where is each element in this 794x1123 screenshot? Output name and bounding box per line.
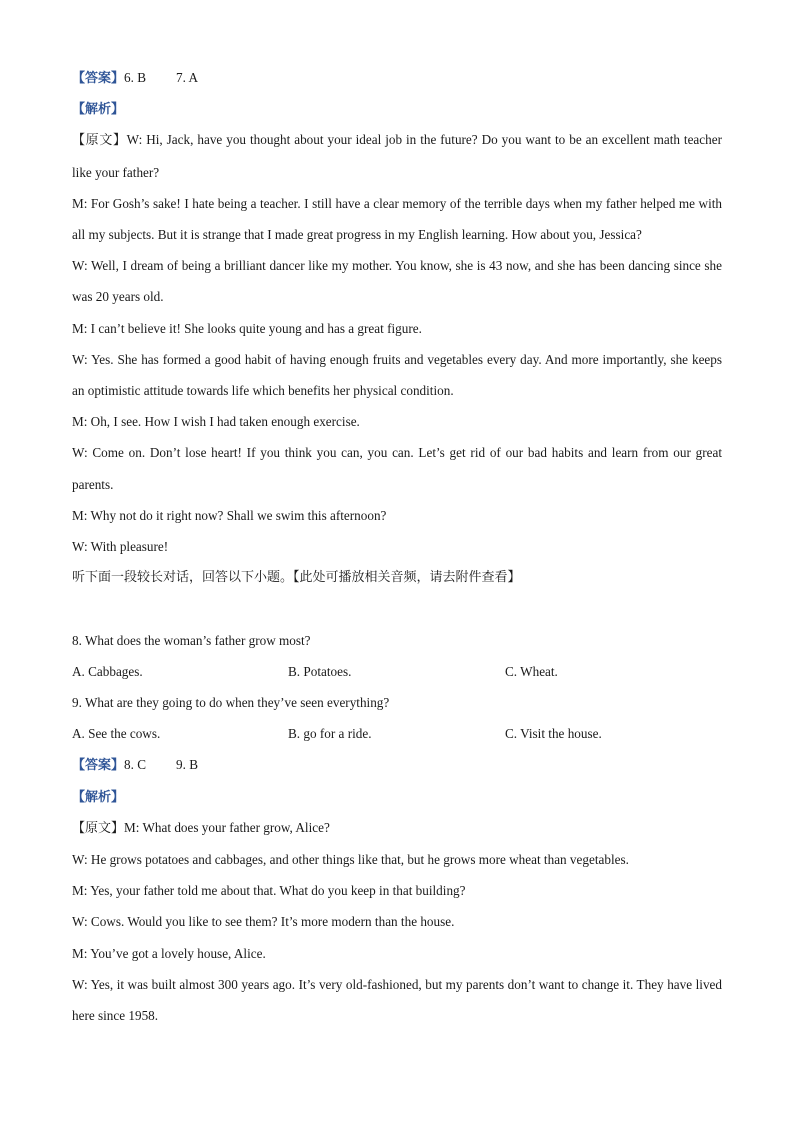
transcript-line: M: You’ve got a lovely house, Alice. xyxy=(72,945,266,961)
transcript-text: M: What does your father grow, Alice? xyxy=(124,819,330,835)
transcript-line: M: For Gosh’s sake! I hate being a teacher. I still have a clear memory of the terrible days when my father helped me with all my subjects. But it is strange that I made great progress in my English learning. How about you, Jessica? xyxy=(72,195,722,242)
analysis-tag: 【解析】 xyxy=(72,102,125,118)
answer-6: 6. B xyxy=(124,70,146,85)
transcript-line: W: Well, I dream of being a brilliant dancer like my mother. You know, she is 43 now, and she has been dancing since she was 20 years old. xyxy=(72,258,722,305)
transcript-text: W: Hi, Jack, have you thought about your ideal job in the future? Do you want to be an excellent math teacher like your father? xyxy=(72,132,722,180)
option-a: A. See the cows. xyxy=(72,726,161,742)
answer-line-1 xyxy=(72,62,722,93)
transcript-line: W: Yes. She has formed a good habit of having enough fruits and vegetables every day. And more importantly, she keeps an optimistic attitude towards life which benefits her physical condition. xyxy=(72,351,722,398)
answer-tag: 【答案】 xyxy=(72,71,125,86)
transcript-line: W: He grows potatoes and cabbages, and other things like that, but he grows more wheat than vegetables. xyxy=(72,851,629,867)
transcript-line: W: Yes, it was built almost 300 years ago. It’s very old-fashioned, but my parents don’t want to change it. They have lived here since 1958. xyxy=(72,976,722,1023)
original-tag: 【原文】 xyxy=(72,820,125,836)
spacer xyxy=(72,593,722,624)
question-8-options xyxy=(72,656,722,687)
original-tag: 【原文】 xyxy=(72,133,127,149)
question-9-options xyxy=(72,718,722,749)
option-a: A. Cabbages. xyxy=(72,663,143,679)
answer-tag: 【答案】 xyxy=(72,758,125,774)
answer-7: 7. A xyxy=(176,70,198,85)
question-8-stem: 8. What does the woman’s father grow most? xyxy=(72,632,311,648)
listening-instruction: 听下面一段较长对话，回答以下小题。【此处可播放相关音频，请去附件查看】 xyxy=(72,570,521,586)
transcript-line: W: With pleasure! xyxy=(72,539,169,555)
transcript-line: M: Oh, I see. How I wish I had taken enough exercise. xyxy=(72,414,360,430)
analysis-tag: 【解析】 xyxy=(72,789,125,805)
transcript-line xyxy=(72,812,722,844)
answer-line-2 xyxy=(72,749,722,780)
transcript-line: M: I can’t believe it! She looks quite young and has a great figure. xyxy=(72,320,422,336)
analysis-line-2 xyxy=(72,781,722,812)
question-9-stem: 9. What are they going to do when they’ve seen everything? xyxy=(72,694,390,710)
transcript-line: M: Why not do it right now? Shall we swim this afternoon? xyxy=(72,507,387,523)
transcript-line: W: Cows. Would you like to see them? It’s more modern than the house. xyxy=(72,914,455,930)
option-c: C. Wheat. xyxy=(505,663,558,679)
document-page xyxy=(72,62,722,1031)
answer-9: 9. B xyxy=(176,757,198,773)
option-b: B. go for a ride. xyxy=(288,726,372,742)
option-c: C. Visit the house. xyxy=(505,726,602,742)
analysis-line-1 xyxy=(72,93,722,124)
answer-8: 8. C xyxy=(124,757,146,773)
option-b: B. Potatoes. xyxy=(288,663,352,679)
transcript-line: W: Come on. Don’t lose heart! If you think you can, you can. Let’s get rid of our bad habits and learn from our great parents. xyxy=(72,445,722,492)
transcript-line xyxy=(72,124,722,187)
transcript-line: M: Yes, your father told me about that. What do you keep in that building? xyxy=(72,883,466,899)
